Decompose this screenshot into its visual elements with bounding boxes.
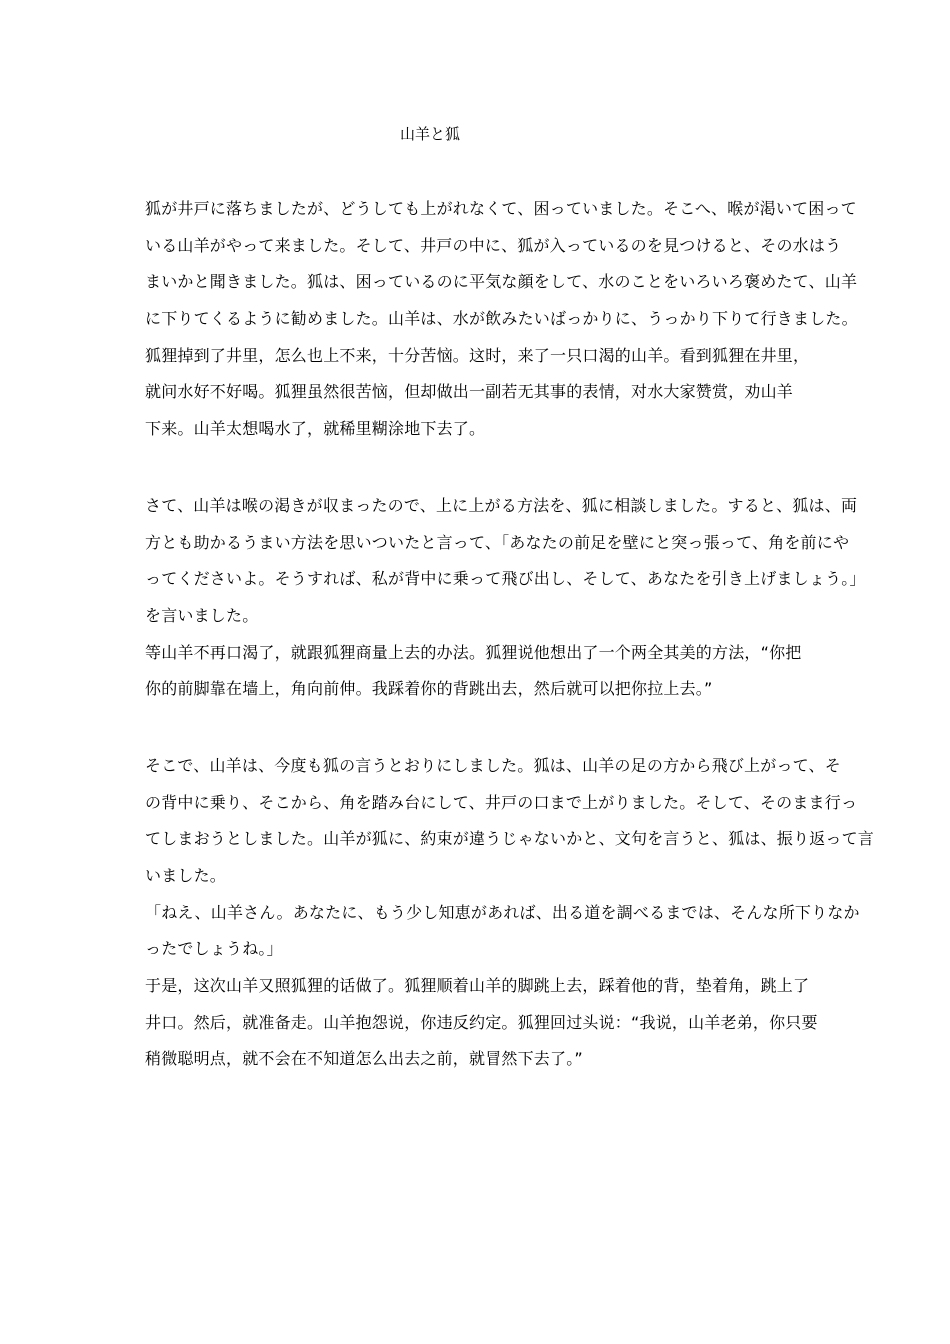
japanese-line: 狐が井戸に落ちましたが、どうしても上がれなくて、困っていました。そこへ、喉が渇いて困って (145, 199, 857, 218)
section-2 (145, 488, 866, 708)
japanese-line: さて、山羊は喉の渇きが収まったので、上に上がる方法を、狐に相談しました。すると、狐は、両 (145, 495, 858, 515)
chinese-line: 下来。山羊太想喝水了，就稀里糊涂地下去了。 (145, 419, 486, 439)
japanese-line: そこで、山羊は、今度も狐の言うとおりにしました。狐は、山羊の足の方から飛び上がって、そ (145, 755, 841, 775)
japanese-line: てしまおうとしました。山羊が狐に、約束が違うじゃないかと、文句を言うと、狐は、振り返って言 (145, 829, 875, 849)
chinese-line: 稍微聪明点，就不会在不知道怎么出去之前，就冒然下去了。” (145, 1049, 583, 1069)
japanese-line: に下りてくるように勧めました。山羊は、水が飲みたいばっかりに、うっかり下りて行きました。 (145, 309, 858, 329)
japanese-line: いる山羊がやって来ました。そして、井戸の中に、狐が入っているのを見つけると、その水はう (145, 235, 842, 255)
document-body (145, 191, 875, 1078)
document-title: 山羊と狐 (399, 125, 460, 143)
chinese-line: 狐狸掉到了井里，怎么也上不来，十分苦恼。这时，来了一只口渴的山羊。看到狐狸在井里， (145, 345, 810, 365)
japanese-line: 「ねえ、山羊さん。あなたに、もう少し知恵があれば、出る道を調べるまでは、そんな所下りなか (145, 902, 860, 922)
chinese-line: 你的前脚靠在墙上，角向前伸。我踩着你的背跳出去，然后就可以把你拉上去。” (145, 679, 713, 699)
chinese-line: 等山羊不再口渴了，就跟狐狸商量上去的办法。狐狸说他想出了一个两全其美的方法，“你把 (145, 642, 802, 662)
japanese-line: ってくださいよ。そうすれば、私が背中に乗って飛び出し、そして、あなたを引き上げましょう。」 (145, 569, 866, 589)
chinese-line: 井口。然后，就准备走。山羊抱怨说，你违反约定。狐狸回过头说：“我说，山羊老弟，你只要 (145, 1012, 818, 1032)
section-1 (145, 191, 858, 448)
japanese-line: いました。 (145, 866, 227, 885)
chinese-line: 就问水好不好喝。狐狸虽然很苦恼，但却做出一副若无其事的表情，对水大家赞赏，劝山羊 (145, 382, 794, 402)
japanese-line: の背中に乗り、そこから、角を踏み台にして、井戸の口まで上がりました。そして、そのまま行っ (145, 792, 858, 812)
japanese-line: ったでしょうね。」 (145, 939, 283, 959)
chinese-line: 于是，这次山羊又照狐狸的话做了。狐狸顺着山羊的脚跳上去，踩着他的背，垫着角，跳上了 (145, 976, 810, 996)
japanese-line: 方とも助かるうまい方法を思いついたと言って、「あなたの前足を壁にと突っ張って、角を前にや (145, 532, 850, 552)
japanese-line: を言いました。 (145, 605, 259, 625)
section-3 (145, 748, 875, 1078)
japanese-line: まいかと聞きました。狐は、困っているのに平気な顔をして、水のことをいろいろ褒めたて、山羊 (145, 272, 858, 292)
